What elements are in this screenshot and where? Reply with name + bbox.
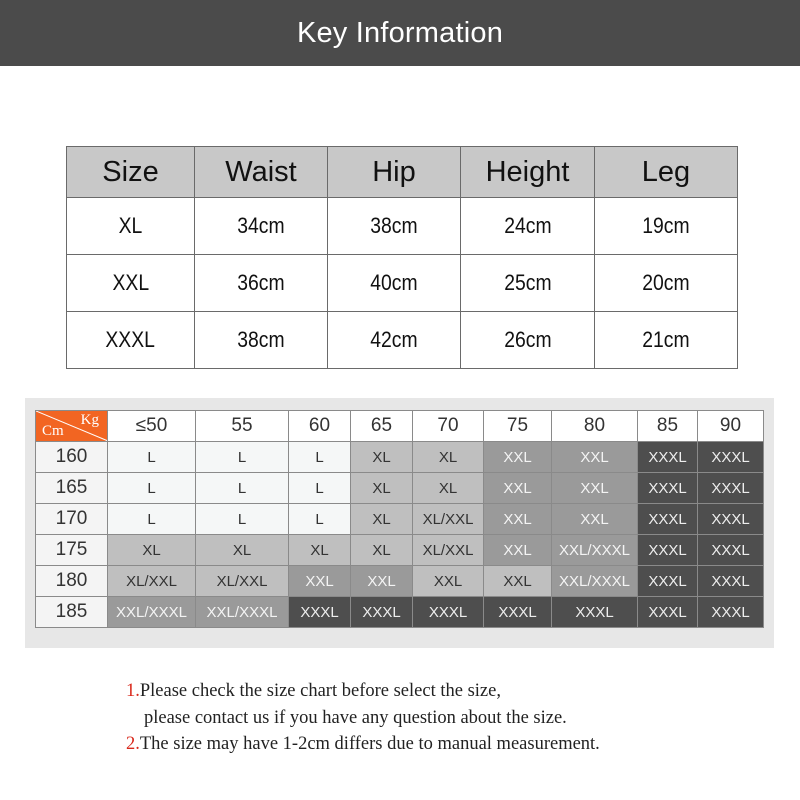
table-cell: 42cm (328, 312, 461, 369)
key-table-header-row (67, 147, 738, 198)
size-cell: XXL (552, 473, 638, 504)
note-1-text: Please check the size chart before select the size, (139, 681, 501, 701)
size-cell: L (196, 504, 289, 535)
size-cell: XL (108, 535, 196, 566)
table-row (67, 312, 738, 369)
size-cell: L (108, 442, 196, 473)
weight-header: 80 (552, 411, 638, 442)
size-cell: XXXL (698, 504, 764, 535)
size-cell: XL/XXL (413, 504, 484, 535)
table-cell: 25cm (461, 255, 595, 312)
table-row (36, 535, 764, 566)
size-cell: XXL/XXXL (552, 566, 638, 597)
weight-header: 85 (638, 411, 698, 442)
height-header: 180 (36, 566, 108, 597)
size-cell: XXL (351, 566, 413, 597)
height-header: 170 (36, 504, 108, 535)
height-header: 160 (36, 442, 108, 473)
note-2-text: The size may have 1-2cm differs due to manual measurement. (139, 734, 600, 754)
note-2-number: 2. (126, 734, 140, 754)
size-cell: XXL (484, 473, 552, 504)
size-cell: XXXL (698, 535, 764, 566)
size-cell: XXL (552, 442, 638, 473)
page-title: Key Information (296, 16, 504, 49)
column-header-leg: Leg (595, 147, 738, 198)
table-cell: XXL (67, 255, 195, 312)
size-cell: L (289, 442, 351, 473)
note-1-number: 1. (126, 681, 140, 701)
size-cell: XL (196, 535, 289, 566)
size-cell: XXXL (638, 473, 698, 504)
weight-header: 55 (196, 411, 289, 442)
size-cell: XXXL (638, 504, 698, 535)
kg-label: Kg (80, 412, 99, 428)
table-cell: 19cm (595, 198, 738, 255)
size-cell: XXL (484, 442, 552, 473)
size-cell: XXL (484, 504, 552, 535)
height-header: 165 (36, 473, 108, 504)
size-cell: L (196, 473, 289, 504)
corner-cell (36, 411, 108, 442)
size-cell: XXXL (638, 535, 698, 566)
size-cell: XXXL (484, 597, 552, 628)
size-cell: XL (351, 535, 413, 566)
column-header-hip: Hip (328, 147, 461, 198)
size-cell: XL (351, 473, 413, 504)
size-cell: XXL (552, 504, 638, 535)
table-cell: XXXL (67, 312, 195, 369)
weight-header: ≤50 (108, 411, 196, 442)
size-cell: XXL/XXXL (108, 597, 196, 628)
size-cell: XXL/XXXL (196, 597, 289, 628)
size-cell: XXXL (698, 473, 764, 504)
header-bar (0, 0, 800, 66)
size-cell: XXXL (351, 597, 413, 628)
column-header-waist: Waist (195, 147, 328, 198)
weight-header: 75 (484, 411, 552, 442)
note-1 (126, 678, 600, 705)
table-cell: 20cm (595, 255, 738, 312)
size-cell: XL/XXL (413, 535, 484, 566)
table-cell: 26cm (461, 312, 595, 369)
weight-header: 70 (413, 411, 484, 442)
size-cell: L (289, 473, 351, 504)
size-chart-table (35, 410, 764, 628)
size-cell: XXL (484, 535, 552, 566)
column-header-height: Height (461, 147, 595, 198)
size-cell: XXXL (638, 442, 698, 473)
note-1-continuation: please contact us if you have any question about the size. (144, 707, 567, 728)
table-row (67, 198, 738, 255)
table-cell: 24cm (461, 198, 595, 255)
column-header-size: Size (67, 147, 195, 198)
size-cell: XL (351, 442, 413, 473)
size-cell: XL/XXL (196, 566, 289, 597)
table-row (36, 566, 764, 597)
size-cell: XL (413, 442, 484, 473)
size-cell: XXL (289, 566, 351, 597)
table-row (36, 597, 764, 628)
size-cell: XXL (413, 566, 484, 597)
height-header: 185 (36, 597, 108, 628)
size-cell: XXXL (413, 597, 484, 628)
size-cell: L (289, 504, 351, 535)
table-cell: 36cm (195, 255, 328, 312)
table-cell: 40cm (328, 255, 461, 312)
weight-header: 60 (289, 411, 351, 442)
size-cell: XXXL (552, 597, 638, 628)
table-cell: XL (67, 198, 195, 255)
size-cell: XXXL (698, 442, 764, 473)
table-row (36, 473, 764, 504)
cm-label: Cm (42, 423, 64, 439)
table-cell: 34cm (195, 198, 328, 255)
size-cell: XXL (484, 566, 552, 597)
note-2 (126, 731, 600, 758)
size-cell: XL (289, 535, 351, 566)
table-cell: 38cm (195, 312, 328, 369)
weight-header-row (36, 411, 764, 442)
table-row (36, 442, 764, 473)
weight-header: 65 (351, 411, 413, 442)
table-row (36, 504, 764, 535)
weight-header: 90 (698, 411, 764, 442)
size-cell: XL/XXL (108, 566, 196, 597)
height-header: 175 (36, 535, 108, 566)
table-row (67, 255, 738, 312)
size-cell: XXXL (698, 597, 764, 628)
size-cell: XL (413, 473, 484, 504)
size-cell: L (108, 504, 196, 535)
table-cell: 38cm (328, 198, 461, 255)
size-cell: XXXL (698, 566, 764, 597)
size-cell: L (196, 442, 289, 473)
table-cell: 21cm (595, 312, 738, 369)
size-cell: XXXL (638, 566, 698, 597)
size-cell: XXL/XXXL (552, 535, 638, 566)
key-information-table (66, 146, 738, 369)
notes (126, 678, 600, 758)
size-cell: L (108, 473, 196, 504)
size-cell: XXXL (638, 597, 698, 628)
size-cell: XL (351, 504, 413, 535)
size-cell: XXXL (289, 597, 351, 628)
